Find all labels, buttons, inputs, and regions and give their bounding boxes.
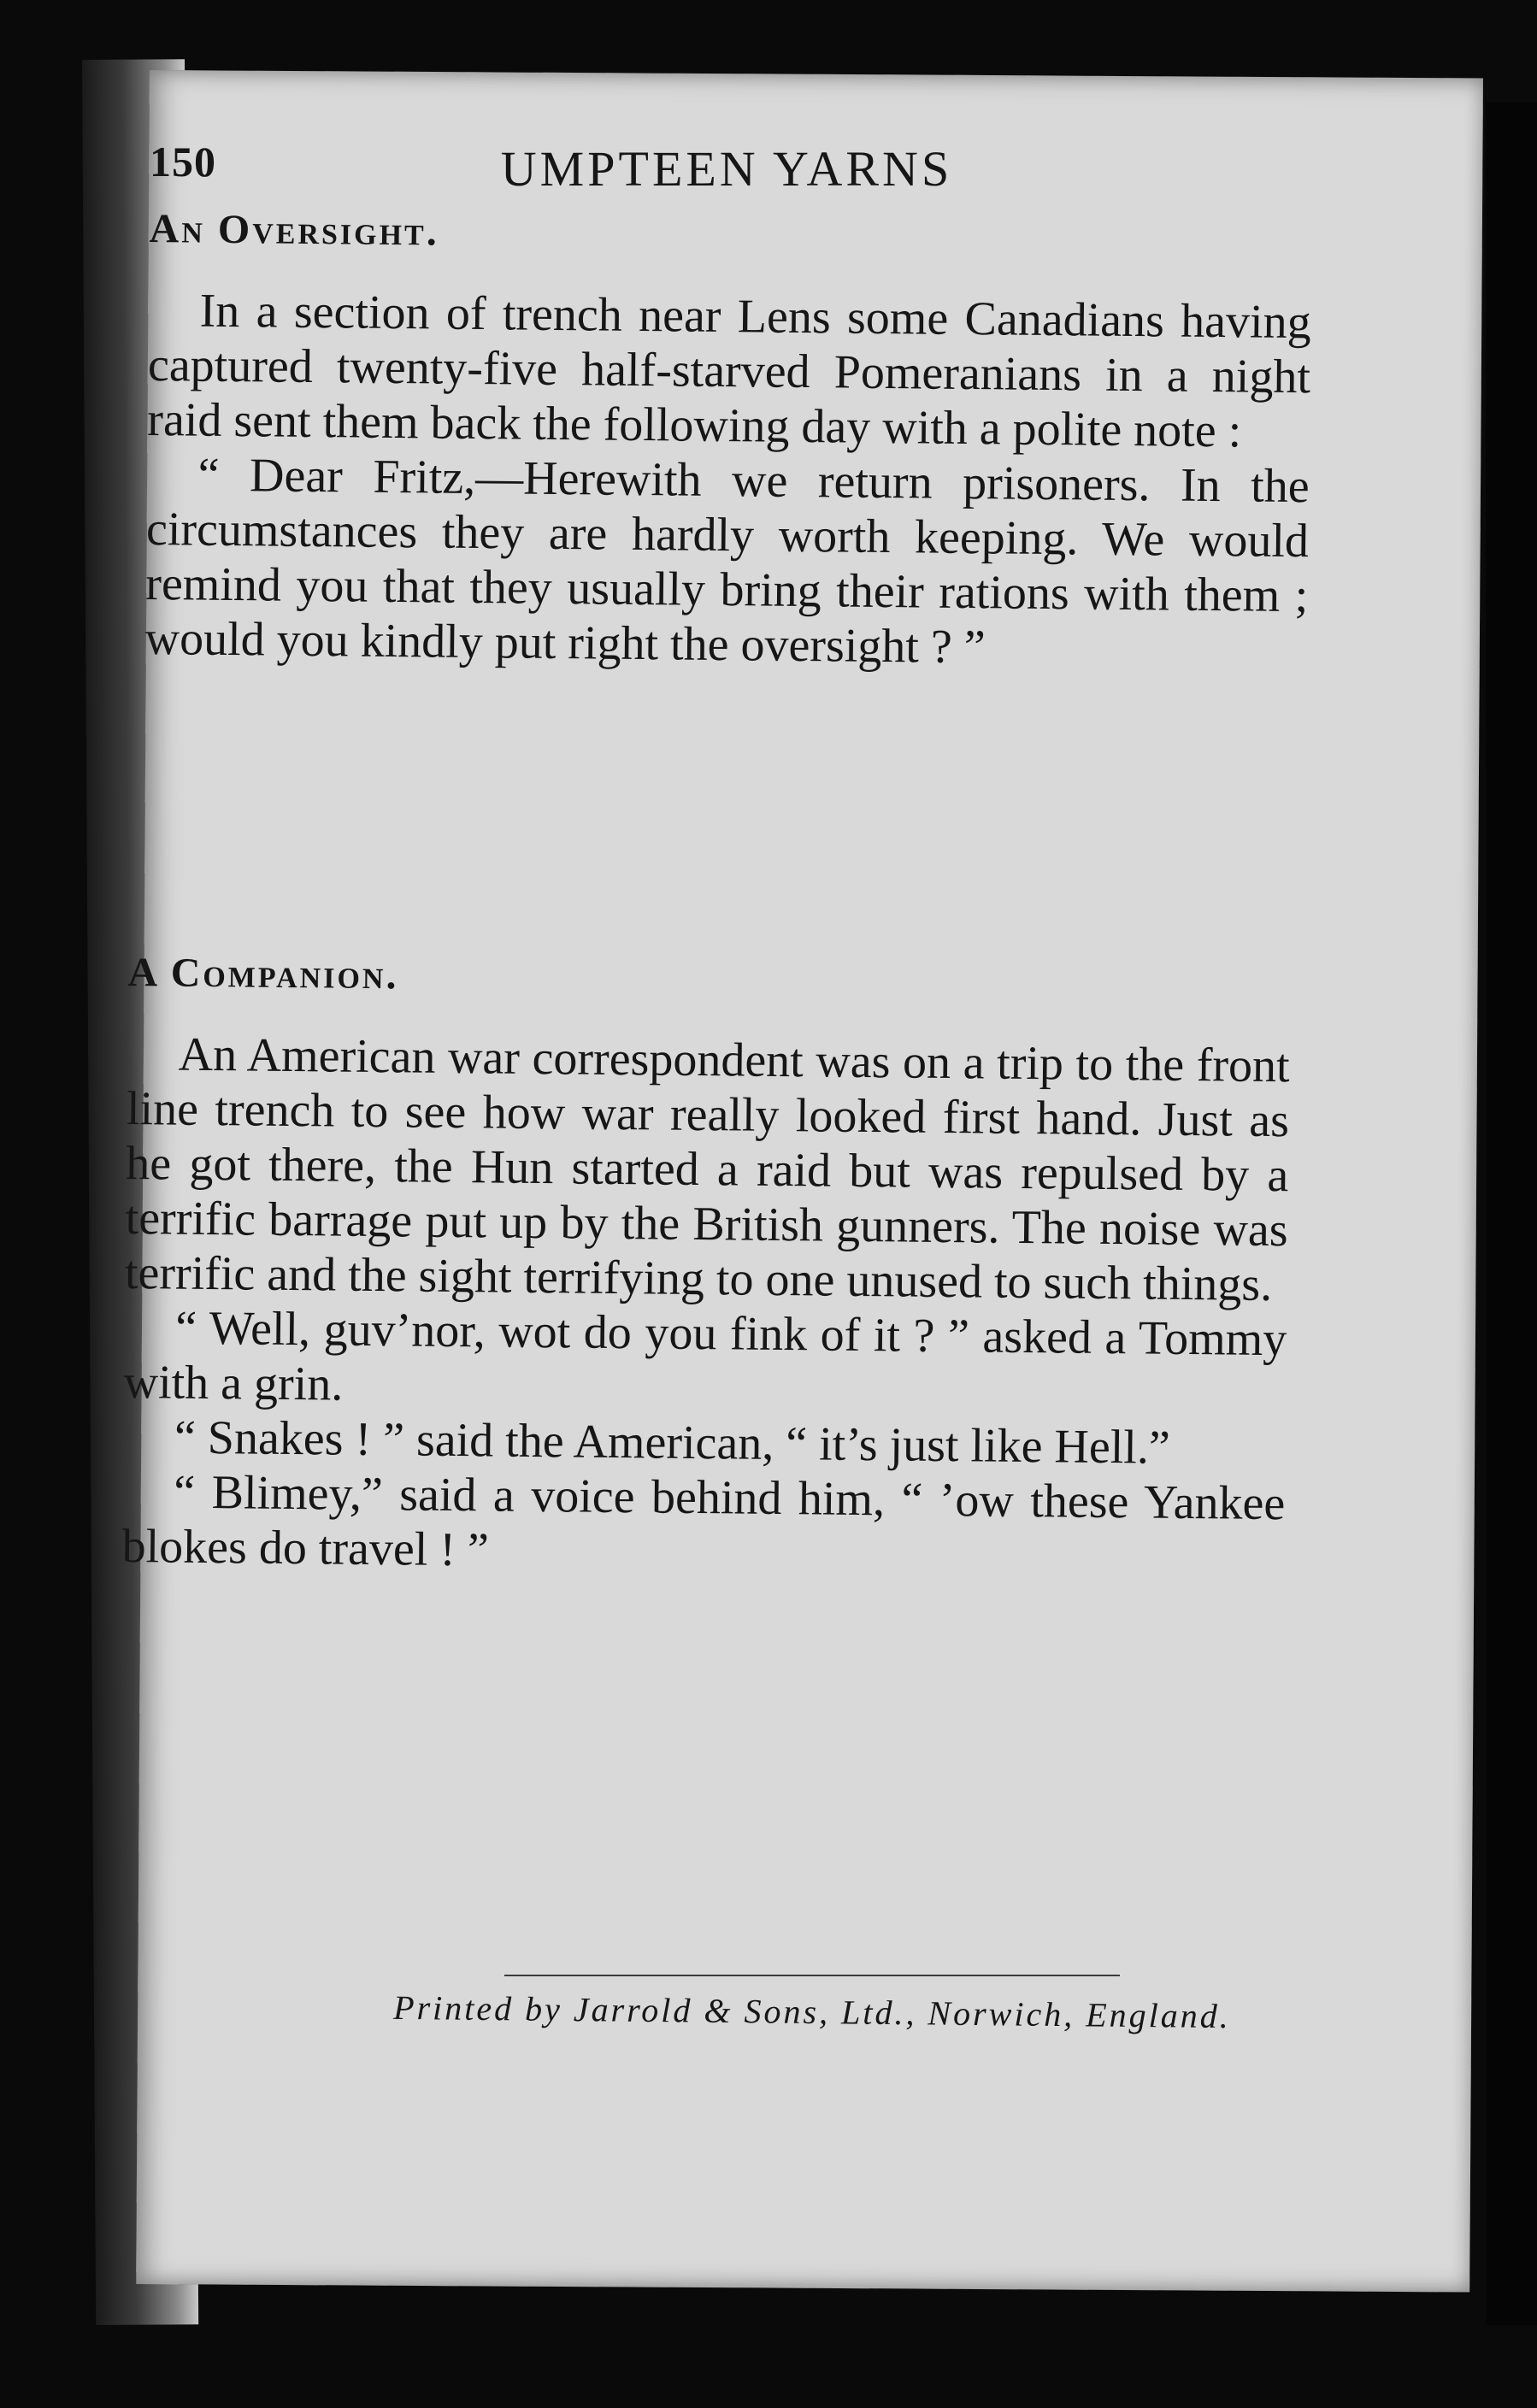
page-right-edge (1486, 103, 1537, 2325)
story-paragraph: “ Blimey,” said a voice behind him, “ ’ow these Yankee blokes do travel ! ” (121, 1465, 1286, 1577)
story-paragraph: “ Well, guv’nor, wot do you fink of it ? ” asked a Tommy with a grin. (123, 1301, 1287, 1411)
story-paragraph: “ Dear Fritz,—Herewith we return prisoners. In the circumstances they are hardly worth keeping. We would remind you that they usually bring their rations with them ; would you kindly put right the oversight ? ” (144, 448, 1310, 674)
story-paragraph: “ Snakes ! ” said the American, “ it’s just like Hell.” (174, 1410, 1171, 1475)
story-an-oversight (144, 205, 1312, 678)
printer-imprint: Printed by Jarrold & Sons, Ltd., Norwich, England. (392, 1987, 1232, 2036)
page-number: 150 (150, 138, 216, 185)
story-paragraph: In a section of trench near Lens some Canadians having captured twenty-five half-starved Pomeranians in a night raid sent them back the following day with a polite note : (147, 284, 1311, 458)
story-title: A Companion. (127, 950, 399, 998)
footer-rule (504, 1975, 1120, 1976)
story-a-companion (121, 949, 1291, 1586)
story-title: An Oversight. (149, 205, 440, 255)
running-head (150, 128, 1304, 197)
story-paragraph: An American war correspondent was on a trip to the front line trench to see how war really looked first hand. Just as he got there, the Hun started a raid but was repulsed by a terrific barrage put up by the British gunners. The noise was terrific and the sight terrifying to one unused to such things. (124, 1027, 1290, 1312)
running-title: UMPTEEN YARNS (500, 141, 953, 197)
